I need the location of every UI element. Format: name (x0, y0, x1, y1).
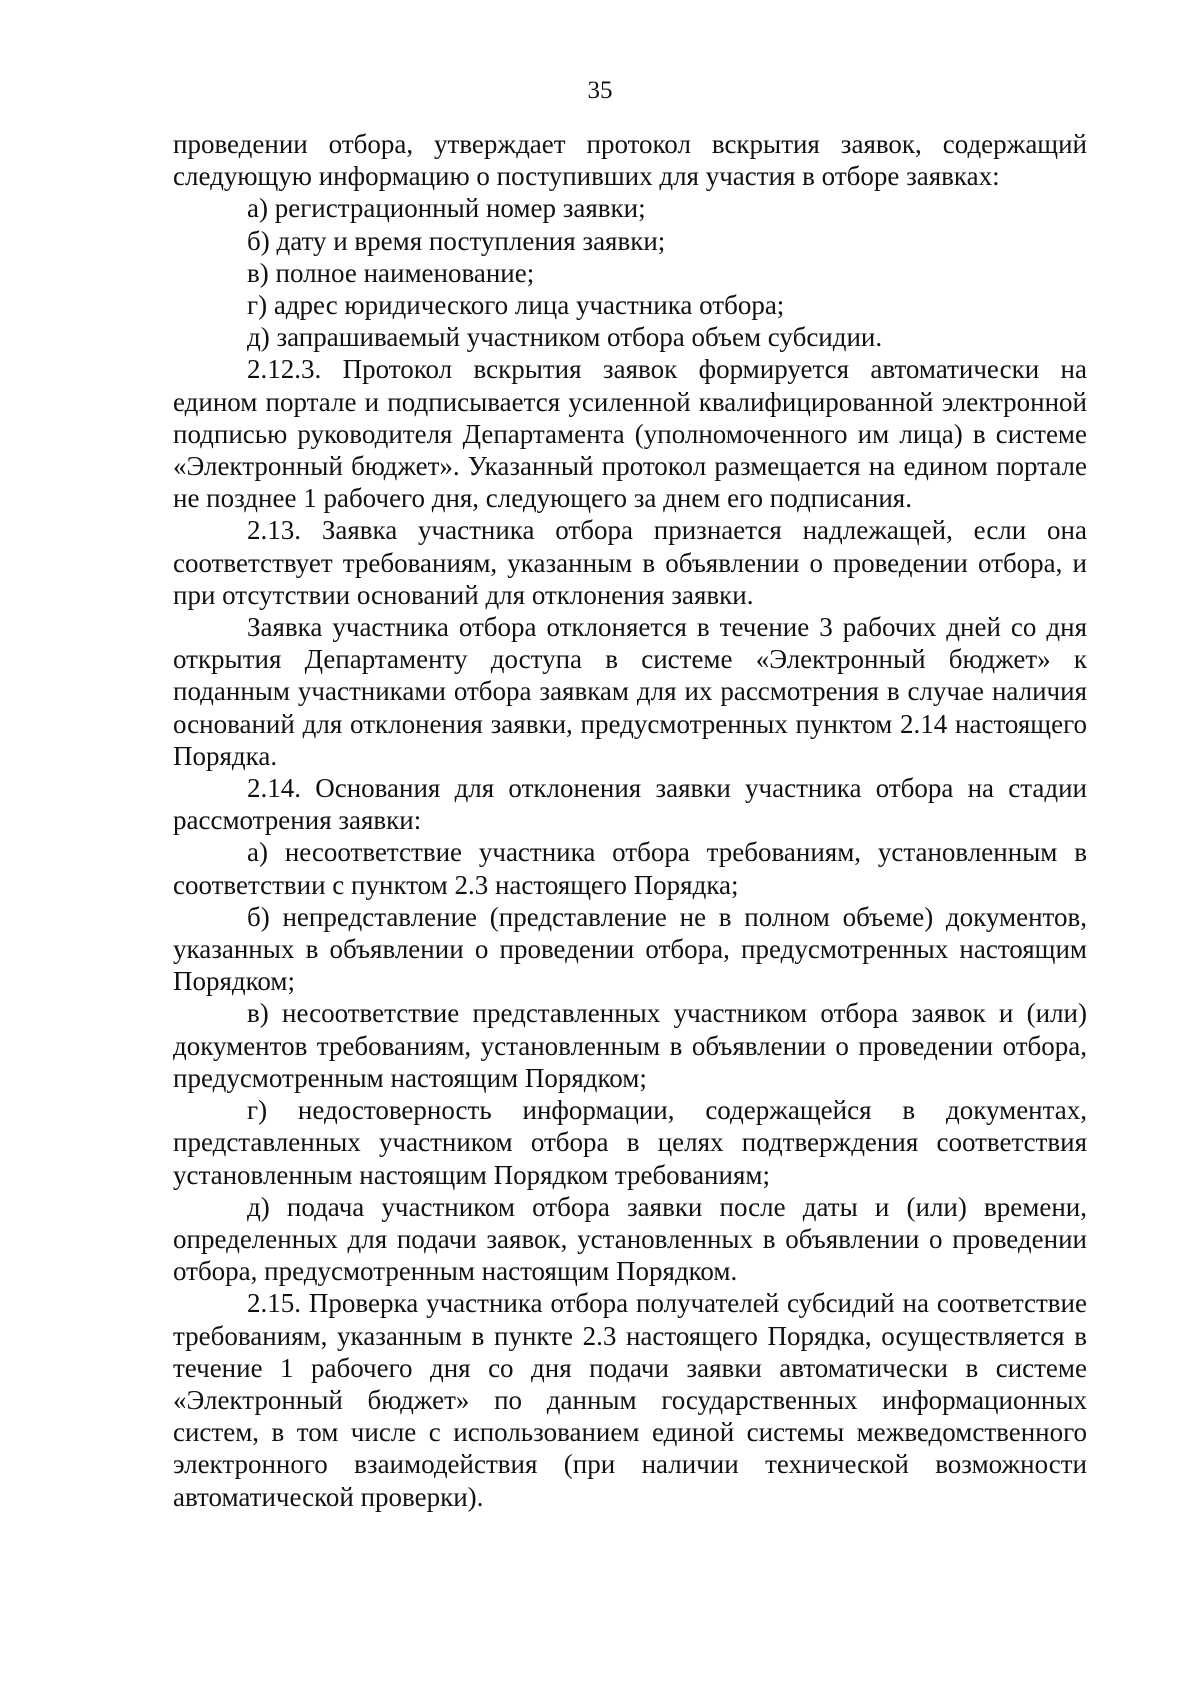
list-item-b: б) дату и время поступления заявки; (247, 225, 666, 256)
list-item-v: в) полное наименование; (247, 257, 535, 288)
paragraph-continuation: проведении отбора, утверждает протокол вскрытия заявок, содержащий следующую информацию о поступивших для участия в отборе заявках: (173, 129, 1087, 192)
list-item-d: д) запрашиваемый участником отбора объем субсидии. (247, 322, 883, 353)
page-number: 35 (587, 77, 613, 104)
clause-2-15: 2.15. Проверка участника отбора получателей субсидий на соответствие требованиям, указанным в пункте 2.3 настоящего Порядка, осуществляется в течение 1 рабочего дня со дня подачи заявки автоматически в системе «Электронный бюджет» по данным государственных информационных систем, в том числе с использованием единой системы межведомственного электронного взаимодействия (при наличии технической возможности автоматической проверки). (173, 1288, 1087, 1512)
clause-2-12-3: 2.12.3. Протокол вскрытия заявок формируется автоматически на едином портале и подписывается усиленной квалифицированной электронной подписью руководителя Департамента (уполномоченного им лица) в системе «Электронный бюджет». Указанный протокол размещается на едином портале не позднее 1 рабочего дня, следующего за днем его подписания. (173, 354, 1087, 514)
clause-2-14: 2.14. Основания для отклонения заявки участника отбора на стадии рассмотрения заявки: (173, 773, 1087, 836)
paragraph-rejection-term: Заявка участника отбора отклоняется в течение 3 рабочих дней со дня открытия Департаменту доступа в системе «Электронный бюджет» к поданным участниками отбора заявкам для их рассмотрения в случае наличия оснований для отклонения заявки, предусмотренных пунктом 2.14 настоящего Порядка. (173, 612, 1087, 771)
ground-d: д) подача участником отбора заявки после даты и (или) времени, определенных для подачи заявок, установленных в объявлении о проведении отбора, предусмотренным настоящим Порядком. (173, 1191, 1087, 1287)
clause-2-13: 2.13. Заявка участника отбора признается надлежащей, если она соответствует требованиям, указанным в объявлении о проведении отбора, и при отсутствии оснований для отклонения заявки. (173, 515, 1087, 610)
list-item-g: г) адрес юридического лица участника отбора; (247, 290, 785, 321)
document-body (173, 128, 1087, 1513)
ground-a: а) несоответствие участника отбора требованиям, установленным в соответствии с пунктом 2.3 настоящего Порядка; (173, 837, 1087, 900)
ground-b: б) непредставление (представление не в полном объеме) документов, указанных в объявлении о проведении отбора, предусмотренных настоящим Порядком; (173, 901, 1087, 997)
ground-g: г) недостоверность информации, содержащейся в документах, представленных участником отбора в целях подтверждения соответствия установленным настоящим Порядком требованиям; (173, 1095, 1087, 1190)
list-item-a: а) регистрационный номер заявки; (247, 193, 646, 224)
ground-v: в) несоответствие представленных участником отбора заявок и (или) документов требованиям, установленным в объявлении о проведении отбора, предусмотренным настоящим Порядком; (173, 998, 1087, 1093)
